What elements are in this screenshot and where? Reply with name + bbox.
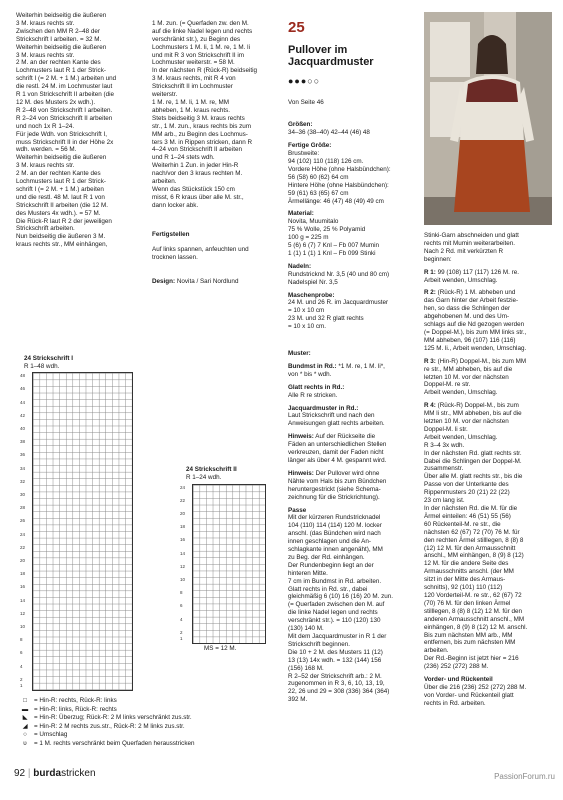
paragraph-label: Vorder- und Rückenteil bbox=[424, 676, 493, 684]
instructions-column-2 bbox=[152, 12, 270, 294]
legend-item bbox=[16, 723, 286, 732]
legend-text: = Hin-R: Überzug; Rück-R: 2 M links verschränkt zus.str. bbox=[34, 714, 192, 722]
paragraph-text: Stinki-Garn abschneiden und glatt rechts mit Mumin weiterarbeiten. Nach 2 Rd. mit verkürzten R beginnen: bbox=[424, 232, 519, 263]
paragraph-label: Glatt rechts in Rd.: bbox=[288, 383, 345, 391]
chart-row-number: 24 bbox=[180, 484, 186, 490]
pattern-block bbox=[288, 350, 406, 704]
chart-row-number: 18 bbox=[20, 571, 26, 577]
chart-row-number: 4 bbox=[180, 616, 183, 622]
chart-row-number: 1 bbox=[20, 683, 23, 689]
chart-2-label: 24 Strickschrift II R 1–24 wdh. bbox=[186, 466, 237, 481]
specs-block bbox=[288, 121, 406, 331]
chart-row-number: 10 bbox=[20, 624, 26, 629]
chart-row-number: 12 bbox=[180, 563, 186, 569]
col3b-paragraph bbox=[288, 507, 406, 705]
paragraph-text: Mit der kürzeren Rundstricknadel 104 (110) 114 (114) 120 M. locker anschl. (das Bündchen wird nach innen geschlagen und die An- schlagkante innen angenäht), MM zu Beg. der Rd. einhängen. Der Rundenbeginn liegt an der hinteren Mitte. 7 cm im Bundmst in Rd. arbeiten. Glatt rechts in Rd. str., dabei gleichmäßig 6 (10) 16 (16) 20 M. zun. (= Querfaden zwischen den M. auf die linke Nadel legen und rechts verschränkt str.). = 110 (120) 130 (130) 140 M. Mit dem Jacquardmuster in R 1 der Strickschrift beginnen. Die 10 + 2 M. des Musters 11 (12) 13 (13) 14x wdh. = 132 (144) 156 (156) 168 M. R 2–52 der Strickschrift arb.: 2 M. zugenommen in R 3, 6, 10, 13, 19, 22, 26 und 29 = 308 (336) 364 (364) 392 M. bbox=[288, 514, 393, 704]
col3b-paragraph bbox=[288, 470, 406, 502]
legend-text: = Umschlag bbox=[34, 731, 68, 739]
chart-2-repeat: MS = 12 M. bbox=[204, 645, 237, 652]
col3b-paragraph bbox=[288, 405, 406, 429]
paragraph-text: Auf der Rückseite die Fäden an unterschiedlichen Stellen verkreuzen, damit der Faden nicht länger als über 4 M. gespannt wird. bbox=[288, 433, 387, 464]
difficulty-rating: ●●●○○ bbox=[288, 75, 321, 86]
legend-text: = Hin-R: links, Rück-R: rechts bbox=[34, 705, 117, 713]
paragraph-text: 99 (108) 117 (117) 126 M. re. Arbeit wenden, Umschlag. bbox=[424, 268, 519, 284]
chart-row-number: 2 bbox=[180, 629, 183, 635]
page-footer: 92 | burdastricken bbox=[14, 768, 96, 779]
chart-2-grid bbox=[192, 484, 266, 644]
legend-symbol-icon: ◣ bbox=[22, 714, 28, 722]
legend-item bbox=[16, 706, 286, 715]
chart-row-number: 38 bbox=[20, 439, 26, 445]
pattern-column bbox=[288, 12, 406, 717]
col3b-paragraph bbox=[288, 433, 406, 465]
paragraph-label: Größen: bbox=[288, 121, 313, 129]
paragraph-label: Material: bbox=[288, 210, 314, 218]
col3b-paragraph bbox=[288, 350, 406, 358]
chart-row-number: 28 bbox=[20, 505, 26, 511]
paragraph-label: R 3: bbox=[424, 357, 436, 365]
col3a-paragraph bbox=[288, 121, 406, 137]
legend-item bbox=[16, 731, 286, 740]
legend-item bbox=[16, 714, 286, 723]
col3a-paragraph bbox=[288, 210, 406, 257]
chart-row-number: 20 bbox=[180, 511, 186, 516]
paragraph-text: Brustweite: 94 (102) 110 (118) 126 cm. Vordere Höhe (ohne Halsbündchen): 56 (58) 60 (62) 64 cm Hintere Höhe (ohne Halsbündchen): 59 (61) 63 (65) 67 cm Ärmellänge: 46 (47) 48 (49) 49 cm bbox=[288, 150, 391, 205]
photo-illustration bbox=[424, 12, 552, 225]
watermark: PassionForum.ru bbox=[494, 772, 555, 781]
legend-item bbox=[16, 697, 286, 706]
col4-paragraph bbox=[424, 676, 552, 708]
col3a-paragraph bbox=[288, 142, 406, 205]
paragraph-text: *1 M. re, 1 M. li*, von * bis * wdh. bbox=[288, 362, 385, 378]
col3a-paragraph bbox=[288, 263, 406, 287]
chart-row-number: 46 bbox=[20, 386, 26, 392]
col3b-paragraph bbox=[288, 363, 406, 379]
chart-row-number: 44 bbox=[20, 399, 26, 405]
paragraph-label: Muster: bbox=[288, 350, 311, 357]
magazine-brand: burda bbox=[33, 768, 62, 779]
paragraph-text: (Hin-R) Doppel-M., bis zum MM re str., MM abheben, bis auf die letzten 10 M. vor der nächsten Doppel-M. re str. Arbeit wenden, Umschlag. bbox=[424, 357, 527, 397]
paragraph-label: Passe bbox=[288, 506, 307, 514]
legend-symbol-icon: ◢ bbox=[22, 722, 28, 730]
col4-paragraph bbox=[424, 269, 552, 285]
col4-paragraph bbox=[424, 358, 552, 398]
chart-legend bbox=[16, 697, 286, 749]
chart-row-number: 24 bbox=[20, 531, 26, 537]
chart-row-number: 32 bbox=[20, 478, 26, 484]
legend-symbol-icon: □ bbox=[23, 697, 27, 704]
see-page: Von Seite 46 bbox=[288, 98, 324, 106]
paragraph-text: (Rück-R) Doppel-M., bis zum MM li str., MM abheben, bis auf die letzten 10 M. vor der nächsten Doppel-M. li str. Arbeit wenden, Umschlag. R 3–4 3x wdh. In der nächsten Rd. glatt rechts str. Dabei die Schlingen der Doppel-M. zusammenstr. Über alle M. glatt rechts str., bis die Passe von der Unterkante des Rippenmusters 20 (21) 22 (22) 23 cm lang ist. In der nächsten Rd. die M. für die Ärmel einteilen: 46 (51) 55 (56) 60 Rückenteil-M. re str., die nächsten 62 (67) 72 (70) 76 M. für den rechten Ärmel stilllegen, 8 (8) 8 (12) 12 M. für den Armausschnitt anschl., MM einhängen, 8 (9) 8 (12) 12 M. für die andere Seite des Armausschnitts anschl. (der MM sitzt in der Mitte des Armaus- schnitts), 92 (101) 110 (112) 120 Vorderteil-M. re str., 62 (67) 72 (70) 76 M. für den linken Ärmel stilllegen, 8 (8) 8 (12) 12 M. für den anderen Armausschnitt anschl., MM einhängen, 8 (9) 8 (12) 12 M. anschl. Bis zum nächsten MM arb., MM entfernen, bis zum nächsten MM arbeiten. Der Rd.-Beginn ist jetzt hier = 216 (236) 252 (272) 288 M. bbox=[424, 402, 528, 671]
paragraph-label: Nadeln: bbox=[288, 262, 312, 270]
chart-row-number: 14 bbox=[180, 550, 186, 556]
paragraph-text: Rundstricknd Nr. 3,5 (40 und 80 cm) Nadelspiel Nr. 3,5 bbox=[288, 270, 390, 286]
chart-row-number: 22 bbox=[20, 544, 26, 550]
chart-row-number: 48 bbox=[20, 373, 26, 379]
chart-row-number: 14 bbox=[20, 597, 26, 603]
chart-row-number: 2 bbox=[20, 676, 23, 682]
page-number: 92 bbox=[14, 768, 26, 779]
paragraph-label: R 4: bbox=[424, 402, 436, 410]
chart-row-number: 36 bbox=[20, 452, 26, 458]
chart-row-number: 18 bbox=[180, 524, 186, 530]
chart-row-number: 20 bbox=[20, 558, 26, 563]
chart-row-number: 34 bbox=[20, 465, 26, 471]
paragraph-label: Hinweis: bbox=[288, 433, 314, 441]
chart-1-grid bbox=[32, 372, 133, 691]
paragraph-text: 24 M. und 26 R. im Jacquardmuster = 10 x 10 cm 23 M. und 32 R glatt rechts = 10 x 10 cm. bbox=[288, 299, 389, 331]
paragraph-label: Fertige Größe: bbox=[288, 142, 332, 150]
chart-row-number: 40 bbox=[20, 426, 26, 431]
chart-row-number: 8 bbox=[20, 637, 23, 643]
chart-row-number: 10 bbox=[180, 577, 186, 582]
legend-text: = 1 M. rechts verschränkt beim Querfaden herausstricken bbox=[34, 739, 195, 747]
paragraph-label: Bundmst in Rd.: bbox=[288, 362, 337, 370]
legend-symbol-icon: υ bbox=[23, 739, 27, 747]
legend-symbol-icon: ○ bbox=[23, 731, 27, 739]
paragraph-text: 34–36 (38–40) 42–44 (46) 48 bbox=[288, 129, 370, 137]
chart-row-number: 8 bbox=[180, 590, 183, 596]
paragraph-label: Jacquardmuster in Rd.: bbox=[288, 404, 359, 412]
paragraph-label: R 1: bbox=[424, 268, 436, 276]
pattern-title: Pullover im Jacquardmuster bbox=[288, 43, 374, 68]
legend-text: = Hin-R: 2 M rechts zus.str., Rück-R: 2 M links zus.str. bbox=[34, 722, 185, 730]
magazine-brand-suffix: stricken bbox=[61, 768, 96, 779]
col4-paragraph bbox=[424, 232, 552, 264]
col4-paragraph bbox=[424, 289, 552, 352]
finishing-text: Auf links spannen, anfeuchten und trocknen lassen. bbox=[152, 246, 249, 262]
chart-row-number: 16 bbox=[180, 537, 186, 543]
paragraph-label: Hinweis: bbox=[288, 469, 314, 477]
paragraph-text: Der Pullover wird ohne Nähte vom Hals bis zum Bündchen heruntergestrickt (siehe Schema- zeichnung für die Strickrichtung). bbox=[288, 469, 387, 501]
pattern-number: 25 bbox=[288, 18, 305, 36]
finishing-heading: Fertigstellen bbox=[152, 230, 190, 238]
instructions-column-4 bbox=[424, 232, 552, 713]
col3b-paragraph bbox=[288, 384, 406, 400]
chart-row-number: 4 bbox=[20, 663, 23, 669]
chart-row-number: 12 bbox=[20, 610, 26, 616]
instructions-column-1: Weiterhin beidseitig die äußeren 3 M. kraus rechts str. Zwischen den MM R 2–48 der Strickschrift I arbeiten. = 32 M. Weiterhin beidseitig die äußeren 3 M. kraus rechts str. 2 M. an der rechten Kante des Lochmusters laut R 1 der Strick- schrift I (= 2 M. + 1 M.) arbeiten und die restl. 24 M. im Lochmuster laut R 1 von Strickschrift II arbeiten (die 12 M. des Musters 2x wdh.). R 2–48 von Strickschrift I arbeiten. R 2–24 von Strickschrift II arbeiten und noch 1x R 1–24. Für jede Wdh. von Strickschrift I, muss Strickschrift II in der Höhe 2x wdh. werden. = 56 M. Weiterhin beidseitig die äußeren 3 M. kraus rechts str. 2 M. an der rechten Kante des Lochmusters laut R 1 der Strick- schrift I (= 2 M. + 1 M.) arbeiten und die restl. 48 M. laut R 1 von Strickschrift II arbeiten (die 12 M. des Musters 4x wdh.). = 57 M. Die Rück-R laut R 2 der jeweiligen Strickschrift arbeiten. Nun beidseitig die äußeren 3 M. kraus rechts str., MM einhängen, bbox=[16, 12, 117, 249]
chart-row-number: 16 bbox=[20, 584, 26, 590]
paragraph-text: Alle R re stricken. bbox=[288, 391, 338, 399]
col4-paragraph bbox=[424, 402, 552, 671]
paragraph-text: (Rück-R) 1 M. abheben und das Garn hinter der Arbeit festzie- hen, so dass die Schlingen der abgehobenen M. und des Um- schlags auf die Nd gezogen werden (= Doppel-M.), bis zum MM links str., MM abheben, 96 (107) 116 (116) 125 M. li., Arbeit wenden, Umschlag. bbox=[424, 289, 527, 352]
design-credit: Design: Novita / Sari Nordlund bbox=[152, 278, 239, 286]
chart-row-number: 30 bbox=[20, 492, 26, 497]
chart-row-number: 22 bbox=[180, 497, 186, 503]
paragraph-label: Maschenprobe: bbox=[288, 291, 335, 299]
column-2-text: 1 M. zun. (= Querfaden zw. den M. auf die linke Nadel legen und rechts verschränkt str.), zu Beginn des Lochmusters 1 M. li, 1 M. re, 1 M. li und mit R 3 von Strickschrift II im Lochmuster weiterstr. = 58 M. In der nächsten R (Rück-R) beidseitig 3 M. kraus rechts, mit R 4 von Strickschrift II im Lochmuster weiterstr. 1 M. re, 1 M. li, 1 M. re, MM abheben, 1 M. kraus rechts. Stets beidseitig 3 M. kraus rechts str., 1 M. zun., kraus rechts bis zum MM arb., zu Beginn des Lochmus- ters 3 M. in Rippen stricken, dann R 4–24 von Strickschrift II arbeiten und R 1–24 stets wdh. Weiterhin 1 Zun. in jeder Hin-R nach/vor den 3 kraus rechten M. arbeiten. Wenn das Stückstück 150 cm misst, 6 R kraus über alle M. str., dann locker abk. bbox=[152, 19, 257, 209]
legend-symbol-icon: ▬ bbox=[21, 705, 29, 713]
chart-row-number: 6 bbox=[180, 603, 183, 609]
chart-1-label: 24 Strickschrift I R 1–48 wdh. bbox=[24, 355, 73, 370]
chart-row-number: 42 bbox=[20, 412, 26, 418]
legend-item bbox=[16, 740, 286, 749]
paragraph-text: Laut Strickschrift und nach den Anweisungen glatt rechts arbeiten. bbox=[288, 412, 385, 428]
legend-text: = Hin-R: rechts, Rück-R: links bbox=[34, 697, 117, 704]
chart-row-number: 6 bbox=[20, 650, 23, 656]
model-photo bbox=[424, 12, 552, 225]
col3a-paragraph bbox=[288, 292, 406, 332]
chart-row-number: 1 bbox=[180, 636, 183, 642]
chart-row-number: 26 bbox=[20, 518, 26, 524]
paragraph-label: R 2: bbox=[424, 289, 436, 297]
paragraph-text: Über die 216 (236) 252 (272) 288 M. von Vorder- und Rückenteil glatt rechts in Rd. arbeiten. bbox=[424, 683, 527, 707]
paragraph-text: Novita, Muumitalo 75 % Wolle, 25 % Polyamid 100 g = 225 m 5 (6) 6 (7) 7 Knl – Fb 007 Mumin 1 (1) 1 (1) 1 Knl – Fb 099 Stinki bbox=[288, 218, 379, 257]
